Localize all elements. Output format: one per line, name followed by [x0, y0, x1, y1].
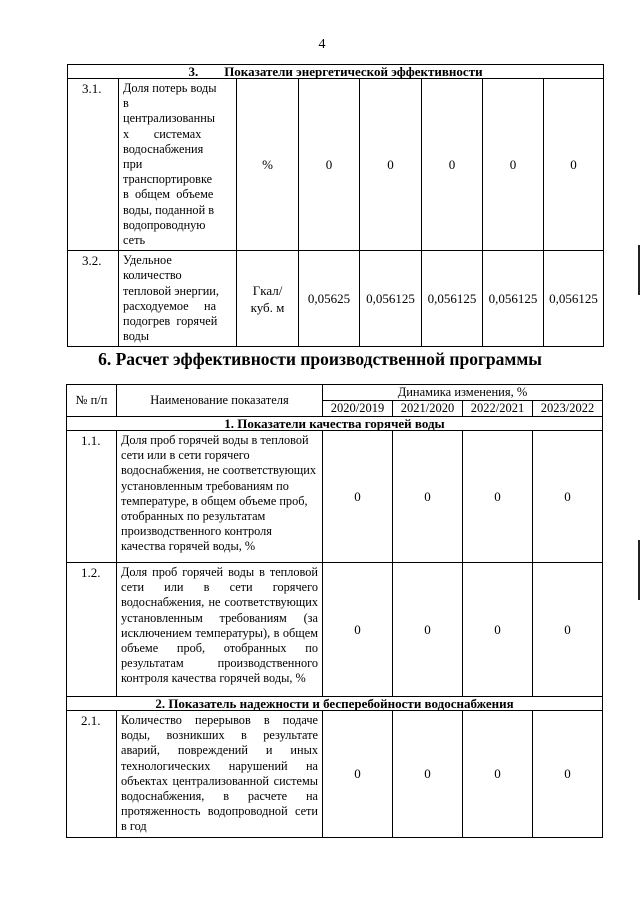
row-number: 3.1.: [68, 79, 119, 251]
value-cell: 0: [463, 711, 533, 838]
indicator-name-line: водоснабжения: [123, 141, 204, 156]
value-cell: 0: [360, 79, 422, 251]
indicator-name-line: водопроводную: [123, 217, 206, 232]
value-cell: 0: [393, 431, 463, 563]
value-cell: 0: [393, 563, 463, 697]
indicator-name-line: подогрев горячей: [123, 314, 218, 329]
table-row: [67, 431, 603, 563]
indicator-name: [119, 251, 237, 347]
indicator-name-line: централизованны: [123, 111, 216, 126]
value-cell: 0,056125: [422, 251, 483, 347]
row-number: 2.1.: [67, 711, 117, 838]
column-header-name: Наименование показателя: [117, 385, 323, 417]
indicator-name: Доля проб горячей воды в тепловой сети или в сети горячего водоснабжения, не соответствующих установленным требованиям (за исключением температуры), в общем объеме проб, отобранных по результатам производственного контроля качества горячей воды, %: [117, 563, 323, 697]
column-header-number: № п/п: [67, 385, 117, 417]
value-cell: 0: [533, 431, 603, 563]
indicator-name-line: воды: [123, 329, 150, 344]
indicator-name-line: х системах: [123, 126, 202, 141]
quality-section-title: 1. Показатели качества горячей воды: [67, 417, 603, 431]
unit-cell: Гкал/ куб. м: [237, 251, 299, 347]
energy-section-title: 3. Показатели энергетической эффективности: [68, 65, 604, 79]
period-header: 2023/2022: [533, 401, 603, 417]
period-header: 2020/2019: [323, 401, 393, 417]
value-cell: 0: [299, 79, 360, 251]
indicator-name-line: транспортировке: [123, 172, 213, 187]
table-row: [67, 711, 603, 838]
value-cell: 0: [483, 79, 544, 251]
column-header-dynamics: Динамика изменения, %: [323, 385, 603, 401]
row-number: 1.1.: [67, 431, 117, 563]
row-number: 3.2.: [68, 251, 119, 347]
indicator-name-line: при: [123, 157, 143, 172]
value-cell: 0: [323, 711, 393, 838]
indicator-name-line: в: [123, 96, 129, 111]
indicator-name-line: Доля потерь воды: [123, 81, 217, 95]
table-row: [67, 563, 603, 697]
indicator-name-line: в общем объеме: [123, 187, 214, 202]
value-cell: 0: [393, 711, 463, 838]
value-cell: 0: [533, 711, 603, 838]
energy-efficiency-table: [67, 64, 604, 347]
section-heading: 6. Расчет эффективности производственной программы: [98, 349, 542, 369]
indicator-name-line: тепловой энергии,: [123, 283, 219, 298]
value-cell: 0: [323, 563, 393, 697]
value-cell: 0,05625: [299, 251, 360, 347]
value-cell: 0,056125: [544, 251, 604, 347]
reliability-section-title: 2. Показатель надежности и бесперебойности водоснабжения: [67, 697, 603, 711]
table-row: [68, 79, 604, 251]
value-cell: 0: [463, 431, 533, 563]
indicator-name-line: расходуемое на: [123, 298, 217, 313]
table-row: [68, 251, 604, 347]
value-cell: 0,056125: [360, 251, 422, 347]
value-cell: 0: [544, 79, 604, 251]
indicator-name-line: сеть: [123, 233, 146, 248]
indicator-name: Доля проб горячей воды в тепловой сети или в сети горячего водоснабжения, не соответствующих установленным требованиям по температуре, в общем объеме проб, отобранных по результатам производственного контроля качества горячей воды, %: [117, 431, 323, 563]
unit-cell: %: [237, 79, 299, 251]
value-cell: 0,056125: [483, 251, 544, 347]
period-header: 2021/2020: [393, 401, 463, 417]
indicator-name: Количество перерывов в подаче воды, возникших в результате аварий, повреждений и иных технологических нарушений на объектах централизованной системы водоснабжения, в расчете на протяженность водопроводной сети в год: [117, 711, 323, 838]
row-number: 1.2.: [67, 563, 117, 697]
page-number: 4: [318, 37, 326, 52]
value-cell: 0: [323, 431, 393, 563]
value-cell: 0: [533, 563, 603, 697]
efficiency-table: [66, 384, 603, 838]
indicator-name: [119, 79, 237, 251]
value-cell: 0: [422, 79, 483, 251]
indicator-name-line: воды, поданной в: [123, 202, 215, 217]
period-header: 2022/2021: [463, 401, 533, 417]
value-cell: 0: [463, 563, 533, 697]
indicator-name-line: количество: [123, 268, 182, 283]
indicator-name-line: Удельное: [123, 253, 172, 268]
